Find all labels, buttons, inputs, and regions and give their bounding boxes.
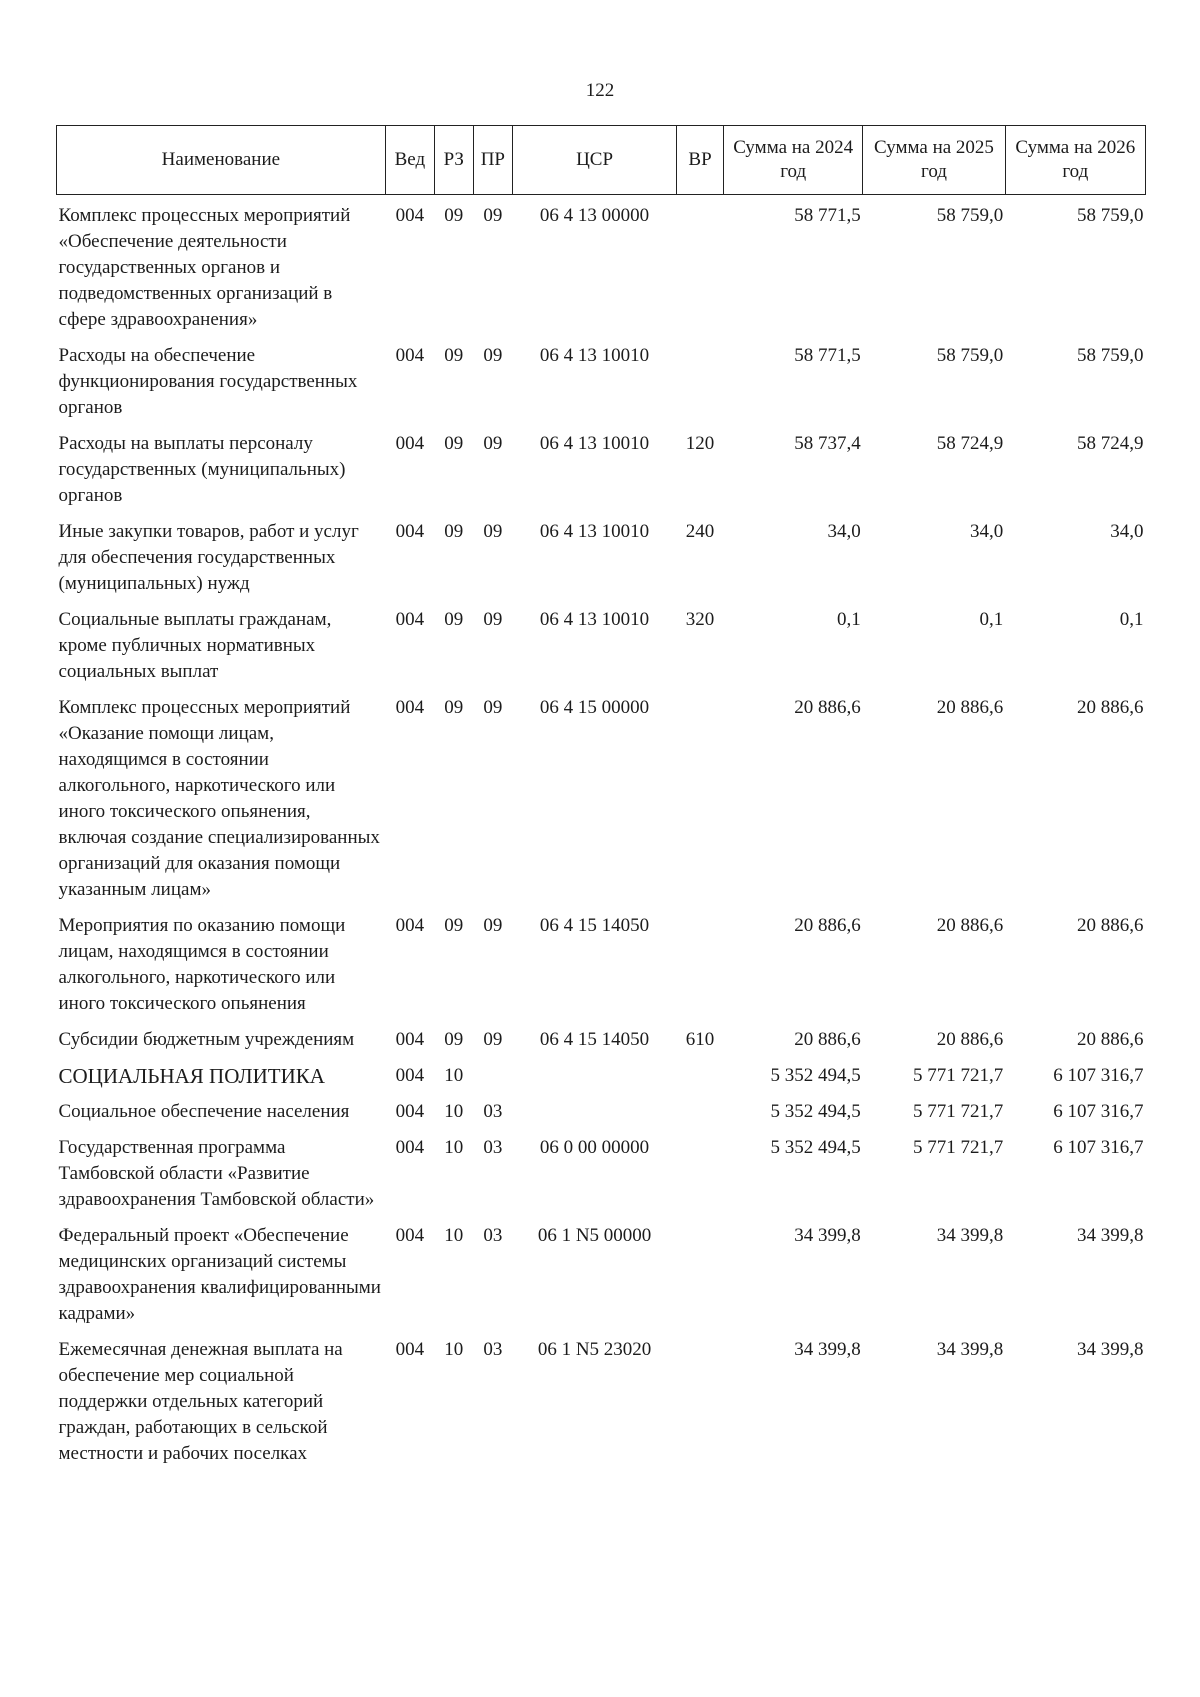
cell-name: СОЦИАЛЬНАЯ ПОЛИТИКА	[58, 1064, 325, 1088]
header-ved: Вед	[385, 126, 434, 195]
cell-sum-2024: 34 399,8	[794, 1339, 861, 1360]
cell-vr: 120	[685, 433, 715, 454]
cell-sum-2025: 20 886,6	[936, 915, 1004, 936]
cell-sum-2024: 58 737,4	[794, 433, 861, 454]
cell-pr	[473, 1063, 513, 1099]
table-row	[57, 1223, 1146, 1337]
cell-sum-2025: 34 399,8	[936, 1339, 1004, 1360]
cell-sum-2024: 0,1	[837, 609, 861, 630]
cell-sum-2025: 34 399,8	[936, 1225, 1004, 1246]
cell-sum-2024: 20 886,6	[794, 915, 861, 936]
cell-rz: 10	[444, 1065, 464, 1086]
cell-vr	[676, 1099, 723, 1135]
cell-csr: 06 4 15 14050	[539, 1029, 650, 1050]
cell-ved: 004	[395, 1137, 425, 1158]
cell-name: Мероприятия по оказанию помощи лицам, находящимся в состоянии алкогольного, наркотического или иного токсического опьянения	[58, 915, 346, 1014]
cell-sum-2024: 58 771,5	[794, 345, 861, 366]
cell-ved: 004	[395, 1339, 425, 1360]
table-row	[57, 519, 1146, 607]
table-row	[57, 431, 1146, 519]
cell-sum-2026: 20 886,6	[1077, 697, 1144, 718]
cell-sum-2024: 5 352 494,5	[770, 1101, 861, 1122]
cell-ved: 004	[395, 697, 425, 718]
cell-sum-2025: 5 771 721,7	[912, 1065, 1004, 1086]
budget-table	[56, 125, 1146, 1477]
cell-sum-2024: 5 352 494,5	[770, 1065, 861, 1086]
cell-vr	[676, 1223, 723, 1337]
table-row	[57, 1135, 1146, 1223]
header-pr: ПР	[473, 126, 513, 195]
cell-name: Иные закупки товаров, работ и услуг для обеспечения государственных (муниципальных) нужд	[58, 521, 359, 594]
cell-ved: 004	[395, 433, 425, 454]
table-row	[57, 1027, 1146, 1063]
table-row	[57, 695, 1146, 913]
cell-rz: 09	[444, 521, 464, 542]
cell-sum-2026: 0,1	[1119, 609, 1144, 630]
cell-sum-2026: 20 886,6	[1077, 915, 1144, 936]
cell-csr: 06 4 13 00000	[539, 205, 650, 226]
cell-sum-2026: 6 107 316,7	[1053, 1101, 1144, 1122]
header-sum-2026: Сумма на 2026 год	[1005, 126, 1145, 195]
table-row	[57, 195, 1146, 344]
page-number: 122	[585, 80, 615, 101]
cell-sum-2025: 58 759,0	[936, 205, 1004, 226]
cell-sum-2026: 58 724,9	[1077, 433, 1144, 454]
cell-sum-2024: 5 352 494,5	[770, 1137, 861, 1158]
cell-sum-2025: 5 771 721,7	[912, 1101, 1004, 1122]
cell-name: Ежемесячная денежная выплата на обеспечение мер социальной поддержки отдельных категорий граждан, работающих в сельской местности и рабочих поселках	[58, 1339, 343, 1464]
cell-csr: 06 4 15 00000	[539, 697, 650, 718]
cell-rz: 10	[444, 1339, 464, 1360]
cell-name: Расходы на обеспечение функционирования государственных органов	[58, 345, 358, 418]
cell-sum-2024: 20 886,6	[794, 1029, 861, 1050]
cell-vr	[676, 1337, 723, 1477]
cell-csr: 06 4 13 10010	[539, 521, 650, 542]
cell-name: Комплекс процессных мероприятий «Оказание помощи лицам, находящимся в состоянии алкогольного, наркотического или иного токсического опьянения, включая создание специализированных организаций для оказания помощи указанным лицам»	[58, 697, 380, 900]
cell-rz: 09	[444, 433, 464, 454]
cell-csr	[513, 1099, 677, 1135]
cell-pr: 03	[483, 1101, 503, 1122]
cell-name: Федеральный проект «Обеспечение медицинских организаций системы здравоохранения квалифицированными кадрами»	[58, 1225, 381, 1324]
cell-ved: 004	[395, 1029, 425, 1050]
header-csr: ЦСР	[513, 126, 677, 195]
cell-pr: 09	[483, 521, 503, 542]
cell-sum-2025: 34,0	[969, 521, 1004, 542]
cell-pr: 09	[483, 915, 503, 936]
cell-csr: 06 1 N5 23020	[537, 1339, 652, 1360]
cell-name: Социальное обеспечение населения	[58, 1101, 350, 1122]
cell-csr: 06 4 13 10010	[539, 609, 650, 630]
cell-rz: 09	[444, 345, 464, 366]
cell-vr: 240	[685, 521, 715, 542]
cell-sum-2026: 34 399,8	[1077, 1339, 1144, 1360]
cell-pr: 09	[483, 1029, 503, 1050]
cell-rz: 09	[444, 697, 464, 718]
cell-pr: 09	[483, 697, 503, 718]
cell-pr: 03	[483, 1339, 503, 1360]
cell-name: Государственная программа Тамбовской области «Развитие здравоохранения Тамбовской области»	[58, 1137, 375, 1210]
cell-vr	[676, 913, 723, 1027]
cell-sum-2026: 34 399,8	[1077, 1225, 1144, 1246]
cell-sum-2024: 34,0	[827, 521, 861, 542]
cell-csr: 06 1 N5 00000	[537, 1225, 652, 1246]
cell-name: Комплекс процессных мероприятий «Обеспечение деятельности государственных органов и подведомственных организаций в сфере здравоохранения»	[58, 205, 351, 330]
cell-sum-2024: 20 886,6	[794, 697, 861, 718]
cell-ved: 004	[395, 1065, 425, 1086]
header-sum-2025: Сумма на 2025 год	[863, 126, 1005, 195]
header-name: Наименование	[57, 126, 386, 195]
cell-csr: 06 4 13 10010	[539, 433, 650, 454]
table-row	[57, 1063, 1146, 1099]
header-sum-2024: Сумма на 2024 год	[724, 126, 863, 195]
cell-pr: 03	[483, 1137, 503, 1158]
cell-pr: 09	[483, 345, 503, 366]
cell-vr	[676, 343, 723, 431]
cell-sum-2025: 58 724,9	[936, 433, 1004, 454]
cell-vr: 320	[685, 609, 715, 630]
cell-csr: 06 4 15 14050	[539, 915, 650, 936]
table-body	[57, 195, 1146, 1478]
cell-sum-2026: 34,0	[1110, 521, 1144, 542]
cell-rz: 10	[444, 1225, 464, 1246]
cell-sum-2025: 20 886,6	[936, 697, 1004, 718]
cell-name: Субсидии бюджетным учреждениям	[58, 1029, 355, 1050]
cell-ved: 004	[395, 1225, 425, 1246]
cell-vr: 610	[685, 1029, 715, 1050]
cell-ved: 004	[395, 1101, 425, 1122]
cell-sum-2025: 58 759,0	[936, 345, 1004, 366]
cell-ved: 004	[395, 915, 425, 936]
table-header-row	[57, 126, 1146, 195]
cell-csr	[513, 1063, 677, 1099]
cell-vr	[676, 1063, 723, 1099]
cell-sum-2025: 0,1	[979, 609, 1004, 630]
table-row	[57, 1337, 1146, 1477]
cell-sum-2026: 20 886,6	[1077, 1029, 1144, 1050]
cell-rz: 09	[444, 915, 464, 936]
table-row	[57, 913, 1146, 1027]
cell-rz: 10	[444, 1137, 464, 1158]
table-row	[57, 343, 1146, 431]
cell-pr: 03	[483, 1225, 503, 1246]
cell-rz: 10	[444, 1101, 464, 1122]
cell-sum-2026: 6 107 316,7	[1053, 1065, 1144, 1086]
cell-rz: 09	[444, 205, 464, 226]
cell-rz: 09	[444, 609, 464, 630]
cell-vr	[676, 1135, 723, 1223]
cell-pr: 09	[483, 433, 503, 454]
cell-ved: 004	[395, 205, 425, 226]
cell-sum-2025: 20 886,6	[936, 1029, 1004, 1050]
cell-csr: 06 4 13 10010	[539, 345, 650, 366]
table-row	[57, 1099, 1146, 1135]
cell-pr: 09	[483, 205, 503, 226]
cell-vr	[676, 195, 723, 344]
table-row	[57, 607, 1146, 695]
cell-sum-2026: 6 107 316,7	[1053, 1137, 1144, 1158]
cell-pr: 09	[483, 609, 503, 630]
cell-sum-2024: 34 399,8	[794, 1225, 861, 1246]
header-rz: РЗ	[434, 126, 473, 195]
cell-sum-2024: 58 771,5	[794, 205, 861, 226]
cell-ved: 004	[395, 609, 425, 630]
cell-name: Социальные выплаты гражданам, кроме публичных нормативных социальных выплат	[58, 609, 332, 682]
cell-csr: 06 0 00 00000	[539, 1137, 650, 1158]
cell-rz: 09	[444, 1029, 464, 1050]
cell-vr	[676, 695, 723, 913]
cell-name: Расходы на выплаты персоналу государственных (муниципальных) органов	[58, 433, 346, 506]
header-vr: ВР	[676, 126, 723, 195]
cell-sum-2025: 5 771 721,7	[912, 1137, 1004, 1158]
cell-ved: 004	[395, 345, 425, 366]
cell-sum-2026: 58 759,0	[1077, 345, 1144, 366]
cell-sum-2026: 58 759,0	[1077, 205, 1144, 226]
cell-ved: 004	[395, 521, 425, 542]
